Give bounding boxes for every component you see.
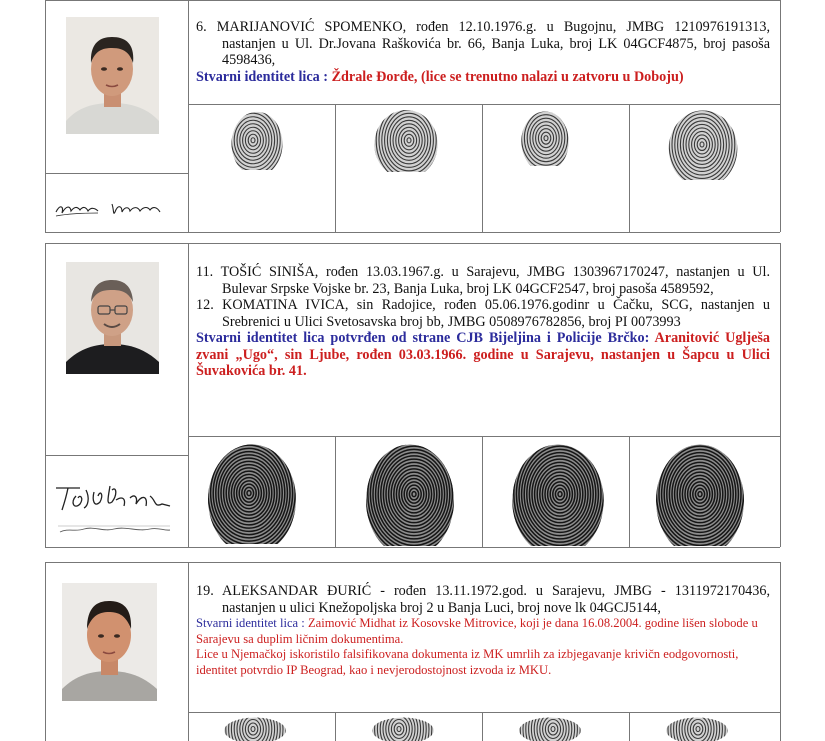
table-rule — [188, 243, 189, 547]
table-rule — [482, 104, 483, 232]
suspect-entry: 12. KOMATINA IVICA, sin Radojice, rođen 05.06.1976.godinr u Čačku, SCG, nastanjen u Srebrenici u Ulici Svetosavska broj bb, JMBG 0508976782856, broj PI 0073993 — [196, 297, 770, 330]
identity-label: Stvarni identitet lica : — [196, 68, 329, 85]
table-rule — [188, 104, 780, 105]
fingerprint-image — [360, 438, 460, 546]
table-rule — [335, 712, 336, 741]
record-text — [196, 264, 770, 380]
fingerprint-image — [368, 716, 438, 741]
identity-label: Stvarni identitet lica potvrđen od strane CJB Bijeljina i Policije Brčko: — [196, 330, 650, 346]
fingerprint-image — [515, 716, 585, 741]
table-rule — [629, 104, 630, 232]
table-rule — [45, 0, 46, 232]
suspect-photo — [66, 17, 159, 134]
table-rule — [629, 712, 630, 741]
identity-value: Aranitović Uglješa zvani „Ugo“, sin Ljube, rođen 03.03.1966. godine u Sarajevu, nastanjen u Šapcu u Ulici Šuvakovića br. 41. — [196, 330, 770, 379]
fingerprint-image — [664, 106, 742, 180]
table-rule — [45, 562, 780, 563]
table-rule — [45, 0, 780, 1]
table-rule — [45, 173, 188, 174]
table-rule — [188, 712, 780, 713]
table-rule — [188, 562, 189, 741]
record-text — [196, 583, 770, 678]
identity-note: Lice u Njemačkoj iskoristilo falsifikovana dokumenta iz MK umrlih za izbjegavanje krivičn eodgovornosti, identitet potvrdio IP Beograd, kao i nevjerodostojnost izvoda iz MKU. — [196, 647, 739, 677]
suspect-photo — [66, 262, 159, 374]
table-rule — [780, 0, 781, 232]
fingerprint-image — [662, 716, 732, 741]
fingerprint-image — [220, 716, 290, 741]
table-rule — [482, 436, 483, 547]
signature-image — [52, 186, 170, 226]
fingerprint-image — [506, 438, 610, 546]
table-rule — [45, 547, 780, 548]
record-text — [196, 19, 770, 85]
fingerprint-image — [228, 108, 286, 170]
signature-image — [50, 476, 182, 536]
table-rule — [780, 243, 781, 547]
identity-value: Zaimović Midhat iz Kosovske Mitrovice, koji je dana 16.08.2004. godine lišen slobode u Sarajevu sa duplim ličnim dokumentima. — [196, 616, 758, 646]
identity-label: Stvarni identitet lica : — [196, 616, 305, 630]
table-rule — [45, 232, 780, 233]
suspect-photo — [62, 583, 157, 701]
suspect-entry: 6. MARIJANOVIĆ SPOMENKO, rođen 12.10.1976.g. u Bugojnu, JMBG 1210976191313, nastanjen u Ul. Dr.Jovana Raškovića br. 66, Banja Luka, broj LK 04GCF4875, broj pasoša 4598436, — [196, 19, 770, 68]
table-rule — [629, 436, 630, 547]
table-rule — [45, 562, 46, 741]
table-rule — [45, 455, 188, 456]
table-rule — [482, 712, 483, 741]
table-rule — [188, 0, 189, 232]
fingerprint-image — [650, 438, 750, 546]
suspect-entry: 11. TOŠIĆ SINIŠA, rođen 13.03.1967.g. u Sarajevu, JMBG 1303967170247, nastanjen u Ul. Bulevar Srpske Vojske br. 23, Banja Luka, broj LK 04GCF2547, broj pasoša 4589592, — [196, 264, 770, 297]
suspect-entry: 19. ALEKSANDAR ĐURIĆ - rođen 13.11.1972.god. u Sarajevu, JMBG - 1311972170436, nastanjen u ulici Knežopoljska broj 2 u Banja Luci, broj nove lk 04GCJ5144, — [196, 583, 770, 616]
table-rule — [780, 562, 781, 741]
identity-value: Ždrale Đorđe, (lice se trenutno nalazi u zatvoru u Doboju) — [331, 68, 684, 85]
table-rule — [188, 436, 780, 437]
fingerprint-image — [202, 438, 302, 544]
table-rule — [45, 243, 46, 547]
table-rule — [335, 436, 336, 547]
table-rule — [335, 104, 336, 232]
fingerprint-image — [518, 108, 572, 166]
table-rule — [45, 243, 780, 244]
fingerprint-image — [370, 106, 442, 172]
